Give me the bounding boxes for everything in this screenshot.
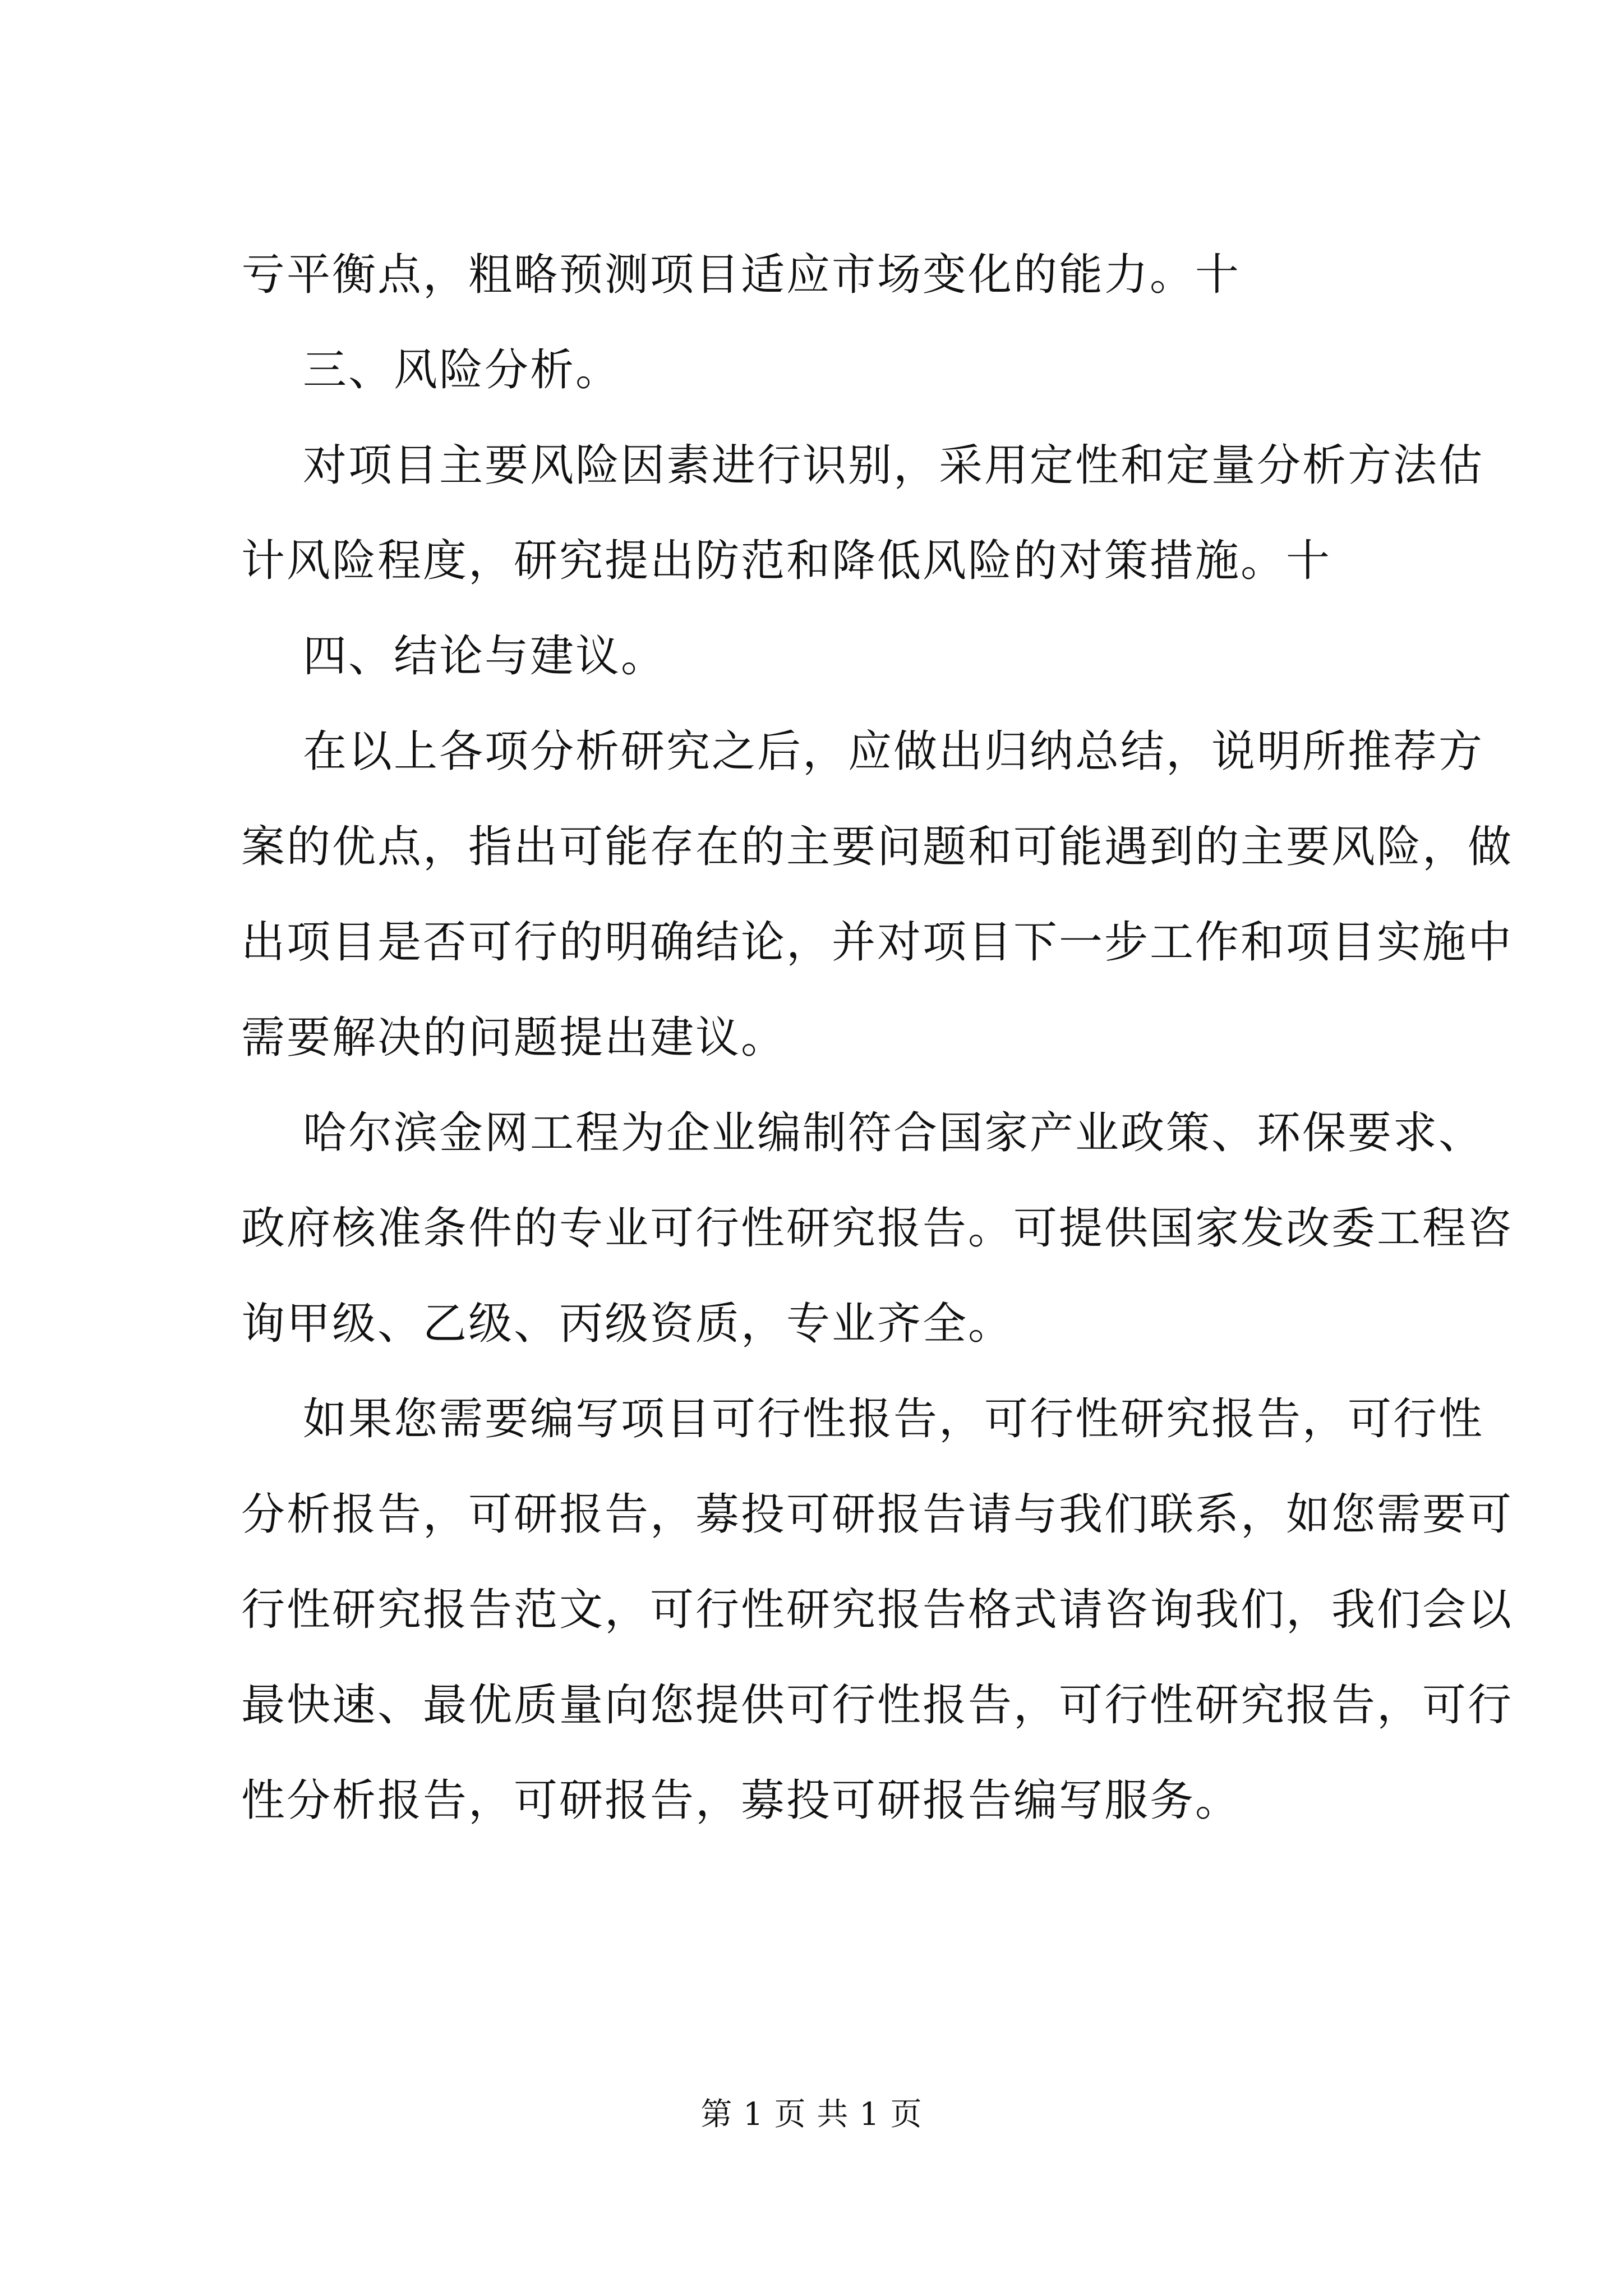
paragraph-line: 计风险程度，研究提出防范和降低风险的对策措施。十 [241,536,1332,586]
section-heading-conclusion: 四、结论与建议。 [303,631,667,682]
paragraph-line: 政府核准条件的专业可行性研究报告。可提供国家发改委工程咨 [241,1203,1514,1254]
paragraph-line: 分析报告，可研报告，募投可研报告请与我们联系，如您需要可 [241,1489,1514,1540]
section-heading-risk: 三、风险分析。 [303,345,621,395]
paragraph-line: 哈尔滨金网工程为企业编制符合国家产业政策、环保要求、 [303,1108,1484,1158]
paragraph-line: 在以上各项分析研究之后，应做出归纳总结，说明所推荐方 [303,726,1484,777]
paragraph-line: 性分析报告，可研报告，募投可研报告编写服务。 [241,1775,1241,1826]
page-footer: 第 1 页 共 1 页 [700,2096,923,2133]
paragraph-line: 对项目主要风险因素进行识别，采用定性和定量分析方法估 [303,440,1484,491]
paragraph-line: 案的优点，指出可能存在的主要问题和可能遇到的主要风险，做 [241,822,1514,872]
paragraph-line: 亏平衡点，粗略预测项目适应市场变化的能力。十 [241,250,1241,300]
paragraph-line: 需要解决的问题提出建议。 [241,1013,787,1063]
paragraph-line: 行性研究报告范文，可行性研究报告格式请咨询我们，我们会以 [241,1585,1514,1635]
paragraph-line: 最快速、最优质量向您提供可行性报告，可行性研究报告，可行 [241,1680,1514,1731]
paragraph-line: 询甲级、乙级、丙级资质，专业齐全。 [241,1299,1014,1349]
paragraph-line: 出项目是否可行的明确结论，并对项目下一步工作和项目实施中 [241,917,1514,968]
paragraph-line: 如果您需要编写项目可行性报告，可行性研究报告，可行性 [303,1394,1484,1444]
